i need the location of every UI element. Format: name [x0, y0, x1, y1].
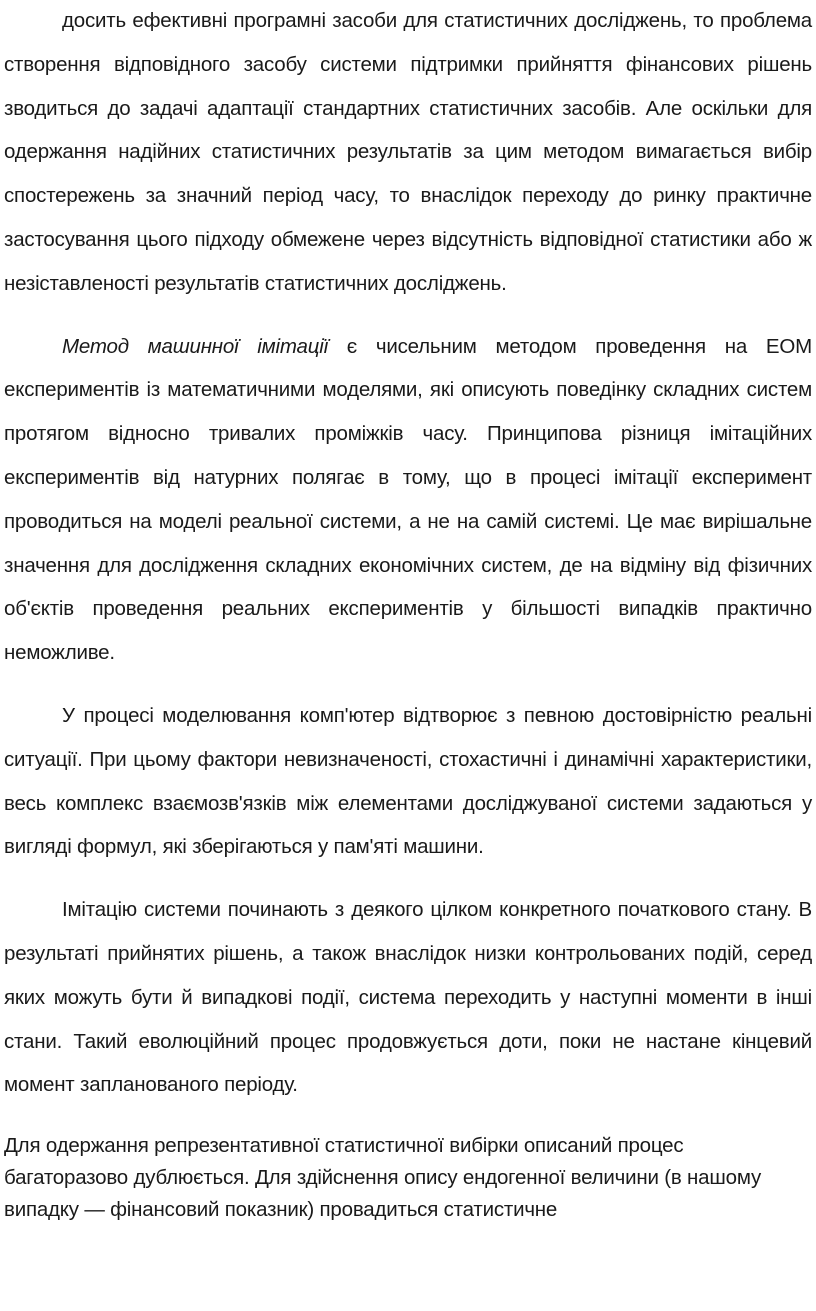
paragraph-5	[4, 1130, 812, 1226]
paragraph-2-text: є чисельним методом проведення на ЕОМ експериментів із математичними моделями, які описують поведінку складних систем протягом відносно тривалих проміжків часу. Принципова різниця імітаційних експериментів від натурних полягає в тому, що в процесі імітації експеримент проводиться на моделі реальної системи, а не на самій системі. Це має вирішальне значення для дослідження складних економічних систем, де на відміну від фізичних об'єктів проведення реальних експериментів у більшості випадків практично неможливе.	[4, 334, 812, 665]
paragraph-2-italic-term: Метод машинної імітації	[62, 334, 328, 358]
paragraph-4-text: Імітацію системи починають з деякого цілком конкретного початкового стану. В результаті прийнятих рішень, а також внаслідок низки контрольованих подій, серед яких можуть бути й випадкові події, система переходить у наступні моменти в інші стани. Такий еволюційний процес продовжується доти, поки не настане кінцевий момент запланованого періоду.	[4, 898, 812, 1097]
paragraph-5-text: Для одержання репрезентативної статистичної вибірки описаний процес багаторазово дублюється. Для здійснення опису ендогенної величини (в нашому випадку — фінансовий показник) провадиться статистичне	[4, 1134, 761, 1222]
paragraph-3-text: У процесі моделювання комп'ютер відтворює з певною достовірністю реальні ситуації. При цьому фактори невизначеності, стохастичні і динамічні характеристики, весь комплекс взаємозв'язків між елементами досліджуваної системи задаються у вигляді формул, які зберігаються у пам'яті машини.	[4, 703, 812, 859]
paragraph-4	[4, 888, 812, 1107]
paragraph-1-text: досить ефективні програмні засоби для статистичних досліджень, то проблема створення відповідного засобу системи підтримки прийняття фінансових рішень зводиться до задачі адаптації стандартних статистичних засобів. Але оскільки для одержання надійних статистичних результатів за цим методом вимагається вибір спостережень за значний період часу, то внаслідок переходу до ринку практичне застосування цього підходу обмежене через відсутність відповідної статистики або ж незіставленості результатів статистичних досліджень.	[4, 9, 812, 295]
paragraph-3	[4, 694, 812, 869]
paragraph-1	[4, 0, 812, 306]
paragraph-2	[4, 325, 812, 675]
